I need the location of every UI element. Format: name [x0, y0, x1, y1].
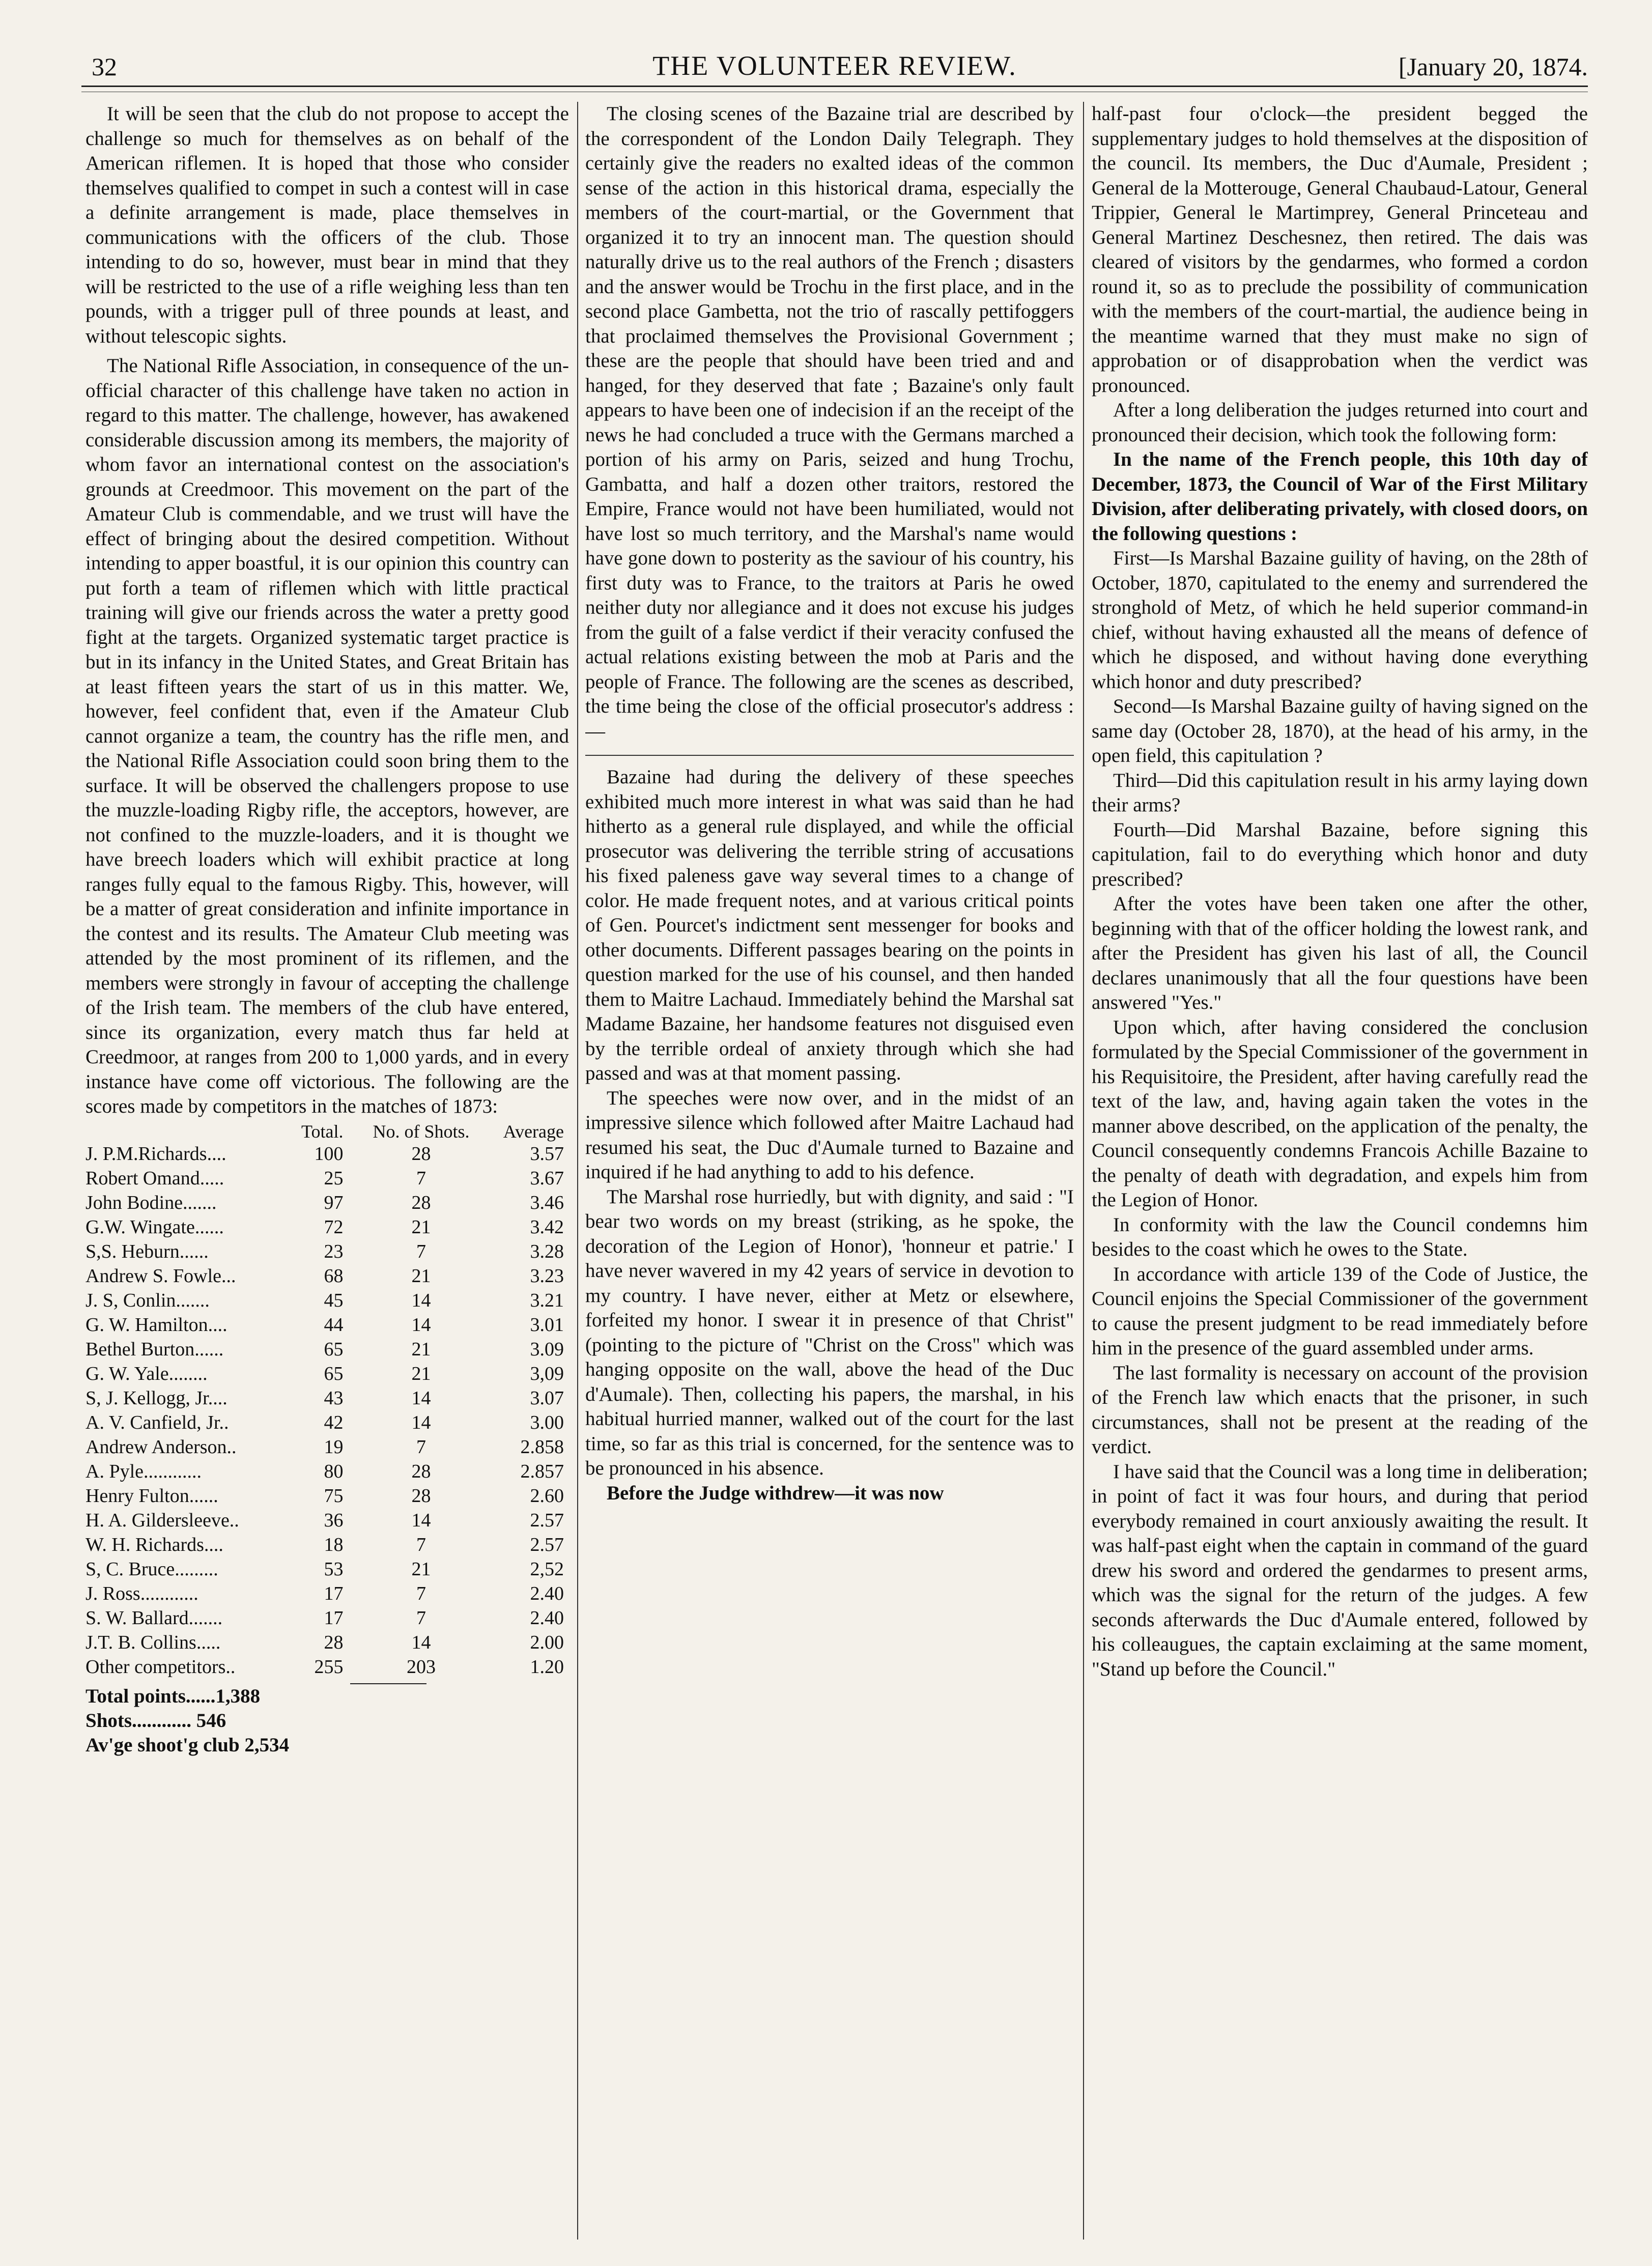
competitor-name: A. Pyle............ [86, 1460, 202, 1482]
score-row [86, 1337, 569, 1362]
competitor-name: J.T. B. Collins..... [86, 1631, 221, 1653]
score-total: 43 [324, 1387, 344, 1409]
score-average: 2.60 [530, 1485, 564, 1507]
competitor-name: G. W. Yale........ [86, 1363, 208, 1384]
question-fourth: Fourth—Did Marshal Bazaine, before signing this capitulation, fail to do everything which honor and duty prescribed? [1092, 818, 1588, 890]
bazaine-paragraph-5: Before the Judge withdrew—it was now [607, 1482, 944, 1504]
total-shots: Shots............ 546 [86, 1709, 226, 1732]
bazaine-intro-paragraph: The closing scenes of the Bazaine trial are described by the correspondent of the London Daily Telegraph. They certainly give the readers no exalted ideas of the common sense of the action in this historical drama, especially the members of the court-martial, or the Government that organized it to try an innocent man. The question should naturally drive us to the real authors of the French ; disasters and the answer would be Trochu in the first place, and in the second place Gambetta, not the trio of rascally pettifoggers that proclaimed themselves the Provisional Government ; these are the people that should have been tried and and hanged, for they deserved that fate ; Bazaine's only fault appears to have been one of indecision if an the receipt of the news he had concluded a truce with the Germans marched a portion of his army on Paris, seized and hung Trochu, Gambatta, and half a dozen other traitors, restored the Empire, France would not have been humiliated, would not have lost so much territory, and the Marshal's name would have gone down to posterity as the saviour of his country, his first duty was to France, to the traitors at Paris he owed neither duty nor allegiance and it does not excuse his judges from the guilt of a false verdict if their veracity confused the actual relations existing between the mob at Paris and the people of France. The following are the scenes as described, the time being the close of the official prosecutor's address :— [585, 103, 1074, 742]
competitor-name: J. Ross............ [86, 1582, 198, 1604]
page-header [81, 47, 1588, 82]
score-row [86, 1362, 569, 1386]
score-total: 25 [324, 1167, 344, 1189]
score-shots: 28 [411, 1192, 431, 1213]
scores-header-row [86, 1121, 569, 1142]
score-shots: 7 [416, 1534, 426, 1555]
competitor-name: S, J. Kellogg, Jr.... [86, 1387, 227, 1409]
competitor-name: A. V. Canfield, Jr.. [86, 1411, 229, 1433]
score-total: 75 [324, 1485, 344, 1507]
score-average: 3.09 [530, 1338, 564, 1360]
score-total: 65 [324, 1363, 344, 1384]
total-points: Total points......1,388 [86, 1685, 261, 1707]
score-average: 3.67 [530, 1167, 564, 1189]
score-average: 3.00 [530, 1411, 564, 1433]
score-total: 17 [324, 1607, 344, 1629]
competitor-name: G. W. Hamilton.... [86, 1314, 227, 1336]
competitor-name: Other competitors.. [86, 1656, 236, 1678]
bazaine-paragraph-3: The speeches were now over, and in the midst of an impressive silence which followed after Maitre Lachaud had resumed his seat, the Duc d'Aumale turned to Bazaine and inquired if he had anything to add to his defence. [585, 1087, 1074, 1183]
score-shots: 14 [411, 1631, 431, 1653]
score-shots: 7 [416, 1240, 426, 1262]
rifle-club-paragraph-1: It will be seen that the club do not propose to accept the challenge so much for themselves as on behalf of the American riflemen. It is hoped that those who consider themselves qualified to compet in such a contest will in case a definite arrangement is made, place themselves in communications with the officers of the club. Those intending to do so, however, must bear in mind that they will be restricted to the use of a rifle weighing less than ten pounds, with a trigger pull of three pounds at least, and without telescopic sights. [86, 103, 569, 347]
competitor-name: Andrew S. Fowle... [86, 1265, 236, 1287]
score-average: 2.57 [530, 1509, 564, 1531]
section-separator [585, 755, 1074, 756]
verdict-paragraph-3: In the name of the French people, this 10th day of December, 1873, the Council of War of the First Military Division, after deliberating privately, with closed doors, on the following questions : [1092, 448, 1588, 545]
score-row [86, 1435, 569, 1459]
score-average: 3.28 [530, 1240, 564, 1262]
header-total: Total. [301, 1121, 344, 1142]
score-shots: 21 [411, 1363, 431, 1384]
score-row [86, 1557, 569, 1581]
score-average: 3.46 [530, 1192, 564, 1213]
score-row [86, 1288, 569, 1313]
issue-date: [January 20, 1874. [1398, 52, 1588, 81]
score-shots: 14 [411, 1314, 431, 1336]
header-average: Average [503, 1121, 564, 1142]
score-row [86, 1386, 569, 1410]
score-row [86, 1166, 569, 1191]
score-row [86, 1508, 569, 1533]
score-average: 3.42 [530, 1216, 564, 1238]
score-shots: 7 [416, 1582, 426, 1604]
score-row [86, 1581, 569, 1606]
score-shots: 7 [416, 1436, 426, 1458]
competitor-name: S. W. Ballard....... [86, 1607, 223, 1629]
scores-table [86, 1121, 569, 1679]
score-shots: 14 [411, 1289, 431, 1311]
column-divider-1 [577, 102, 578, 2240]
score-total: 17 [324, 1582, 344, 1604]
score-row [86, 1533, 569, 1557]
competitor-name: Robert Omand..... [86, 1167, 224, 1189]
verdict-paragraph-11: In accordance with article 139 of the Code of Justice, the Council enjoins the Special Commissioner of the government to cause the present judgment to be read immediately before him in the presence of the guard assembled under arms. [1092, 1263, 1588, 1359]
score-total: 100 [314, 1143, 344, 1165]
score-average: 1.20 [530, 1656, 564, 1678]
competitor-name: S,S. Heburn...... [86, 1240, 209, 1262]
score-average: 2.00 [530, 1631, 564, 1653]
score-shots: 14 [411, 1509, 431, 1531]
verdict-paragraph-8: After the votes have been taken one after the other, beginning with that of the officer holding the lowest rank, and after the President has given his last of all, the Council declares unanimously that all the four questions have been answered "Yes." [1092, 893, 1588, 1013]
score-shots: 7 [416, 1607, 426, 1629]
question-third: Third—Did this capitulation result in his army laying down their arms? [1092, 769, 1588, 816]
score-total: 23 [324, 1240, 344, 1262]
score-average: 2,52 [530, 1558, 564, 1580]
score-average: 2.857 [520, 1460, 564, 1482]
score-total: 19 [324, 1436, 344, 1458]
score-average: 3.01 [530, 1314, 564, 1336]
column-1 [86, 102, 569, 2240]
competitor-name: W. H. Richards.... [86, 1534, 223, 1555]
score-total: 97 [324, 1192, 344, 1213]
score-shots: 203 [407, 1656, 436, 1678]
score-total: 53 [324, 1558, 344, 1580]
score-row [86, 1484, 569, 1508]
header-shots: No. of Shots. [373, 1121, 470, 1142]
score-average: 2.40 [530, 1607, 564, 1629]
score-average: 3.57 [530, 1143, 564, 1165]
score-row [86, 1630, 569, 1655]
score-row [86, 1410, 569, 1435]
score-total: 72 [324, 1216, 344, 1238]
score-average: 3,09 [530, 1363, 564, 1384]
question-second: Second—Is Marshal Bazaine guilty of having signed on the same day (October 28, 1870), at the head of his army, in the open field, this capitulation ? [1092, 695, 1588, 767]
score-total: 255 [314, 1656, 344, 1678]
score-average: 3.23 [530, 1265, 564, 1287]
score-total: 80 [324, 1460, 344, 1482]
column-2 [585, 102, 1074, 2240]
verdict-paragraph-9: Upon which, after having considered the conclusion formulated by the Special Commissioner of the government in his Requisitoire, the President, after having carefully read the text of the law, and, having again taken the votes in the manner above described, on the application of the penalty, the Council consequently condemns Francois Achille Bazaine to the penalty of death with degradation, and expels him from the Legion of Honor. [1092, 1016, 1588, 1211]
verdict-paragraph-12: The last formality is necessary on account of the provision of the French law which enacts that the prisoner, in such circumstances, shall not be present at the reading of the verdict. [1092, 1362, 1588, 1458]
score-total: 18 [324, 1534, 344, 1555]
score-total: 28 [324, 1631, 344, 1653]
competitor-name: S, C. Bruce......... [86, 1558, 218, 1580]
bazaine-paragraph-4: The Marshal rose hurriedly, but with dignity, and said : "I bear two words on my breast (striking, as he spoke, the decoration of the Legion of Honor), 'honneur et patrie.' I have never wavered in my 42 years of service in devotion to my country. I have never, either at Metz or elsewhere, forfeited my honor. I swear it in presence of that Christ" (pointing to the picture of "Christ on the Cross" which was hanging opposite on the wall, above the head of the Duc d'Aumale). Then, collecting his papers, the marshal, in his habitual hurried manner, walked out of the court for the last time, so far as this trial is concerned, for the sentence was to be pronounced in his absence. [585, 1185, 1074, 1479]
competitor-name: Henry Fulton...... [86, 1485, 218, 1507]
score-shots: 28 [411, 1485, 431, 1507]
competitor-name: H. A. Gildersleeve.. [86, 1509, 239, 1531]
bazaine-paragraph-2: Bazaine had during the delivery of these speeches exhibited much more interest in what was said than he had hitherto as a general rule displayed, and while the official prosecutor was delivering the terrible string of accusations his fixed paleness gave way several times to a change of color. He made frequent notes, and at various critical points of Gen. Pourcet's indictment sent messenger for books and other documents. Different passages bearing on the points in question marked for the use of his counsel, and then handed them to Maitre Lachaud. Immediately behind the Marshal sat Madame Bazaine, her handsome features not disguised even by the terrible ordeal of anxiety through which she had passed and was at that moment passing. [585, 766, 1074, 1084]
score-shots: 21 [411, 1265, 431, 1287]
score-shots: 14 [411, 1387, 431, 1409]
score-row [86, 1264, 569, 1288]
verdict-paragraph-10: In conformity with the law the Council condemns him besides to the coast which he owes to the State. [1092, 1213, 1588, 1260]
verdict-paragraph-13: I have said that the Council was a long time in deliberation; in point of fact it was four hours, and during that period everybody remained in court anxiously awaiting the result. It was half-past eight when the captain in command of the guard drew his sword and ordered the gendarmes to present arms, which was the signal for the return of the judges. A few seconds afterwards the Duc d'Aumale entered, followed by his colleaugues, the captain exclaiming at the same moment, "Stand up before the Council." [1092, 1460, 1588, 1680]
score-shots: 14 [411, 1411, 431, 1433]
score-total: 36 [324, 1509, 344, 1531]
score-row [86, 1191, 569, 1215]
score-row [86, 1239, 569, 1264]
score-row [86, 1313, 569, 1337]
competitor-name: Andrew Anderson.. [86, 1436, 237, 1458]
score-total: 68 [324, 1265, 344, 1287]
score-shots: 28 [411, 1143, 431, 1165]
score-row [86, 1606, 569, 1630]
score-row [86, 1459, 569, 1484]
score-average: 3.21 [530, 1289, 564, 1311]
column-3 [1092, 102, 1588, 2240]
score-average: 2.57 [530, 1534, 564, 1555]
verdict-paragraph-1: half-past four o'clock—the president begged the supplementary judges to hold themselves at the disposition of the council. Its members, the Duc d'Aumale, President ; General de la Motterouge, General Chaubaud-Latour, General Trippier, General le Martimprey, General Princeteau and General Martinez Deschesnez, then retired. The dais was cleared of visitors by the gendarmes, who formed a cordon round it, so as to preclude the possibility of communication with the members of the court-martial, the audience being in the meantime warned that they must make no sign of approbation or of disapprobation when the verdict was pronounced. [1092, 103, 1588, 396]
score-row [86, 1655, 569, 1679]
score-total: 65 [324, 1338, 344, 1360]
page-number: 32 [92, 52, 117, 81]
header-rule [81, 86, 1588, 87]
score-shots: 21 [411, 1216, 431, 1238]
competitor-name: John Bodine....... [86, 1192, 217, 1213]
score-row [86, 1142, 569, 1166]
average-shooting-club: Av'ge shoot'g club 2,534 [86, 1734, 290, 1756]
score-total: 45 [324, 1289, 344, 1311]
score-shots: 28 [411, 1460, 431, 1482]
score-total: 42 [324, 1411, 344, 1433]
masthead-title: THE VOLUNTEER REVIEW. [652, 50, 1017, 81]
competitor-name: Bethel Burton...... [86, 1338, 224, 1360]
score-average: 2.858 [520, 1436, 564, 1458]
verdict-paragraph-2: After a long deliberation the judges returned into court and pronounced their decision, which took the following form: [1092, 399, 1588, 446]
score-shots: 7 [416, 1167, 426, 1189]
competitor-name: J. S, Conlin....... [86, 1289, 210, 1311]
score-shots: 21 [411, 1558, 431, 1580]
score-total: 44 [324, 1314, 344, 1336]
competitor-name: G.W. Wingate...... [86, 1216, 224, 1238]
competitor-name: J. P.M.Richards.... [86, 1143, 226, 1165]
column-divider-2 [1083, 102, 1084, 2240]
score-average: 3.07 [530, 1387, 564, 1409]
score-shots: 21 [411, 1338, 431, 1360]
question-first: First—Is Marshal Bazaine guility of having, on the 28th of October, 1870, capitulated to the enemy and surrendered the stronghold of Metz, of which he held superior command-in chief, without having exhausted all the means of defence of which he disposed, and without having done everything which honor and duty prescribed? [1092, 547, 1588, 693]
score-average: 2.40 [530, 1582, 564, 1604]
rifle-club-paragraph-2: The National Rifle Association, in consequence of the un-official character of this challenge have taken no action in regard to this matter. The challenge, however, has awakened considerable discussion among its members, the majority of whom favor an international contest on the association's grounds at Creedmoor. This movement on the part of the Amateur Club is commendable, and we trust will have the effect of bringing about the desired competition. Without intending to apper boastful, it is our opinion this country can put forth a team of riflemen which with little practical training will give our friends across the water a pretty good fight at the targets. Organized systematic target practice is but in its infancy in the United States, and Great Britain has at least fifteen years the start of us in this matter. We, however, feel confident that, even if the Amateur Club cannot organize a team, the country has the rifle men, and the National Rifle Association could soon bring them to the surface. It will be observed the challengers propose to use the muzzle-loading Rigby rifle, the acceptors, however, are not confined to the muzzle-loaders, and it is thought we have breech loaders which will exhibit practice at long ranges fully equal to the famous Rigby. This, however, will be a matter of great consideration and infinite importance in the contest and its results. The Amateur Club meeting was attended by the most prominent of its riflemen, and the members were strongly in favour of accepting the challenge of the Irish team. The members of the club have entered, since its organization, every match thus far held at Creedmoor, at ranges from 200 to 1,000 yards, and in every instance have come off victorious. The following are the scores made by competitors in the matches of 1873: [86, 355, 569, 1117]
score-row [86, 1215, 569, 1239]
